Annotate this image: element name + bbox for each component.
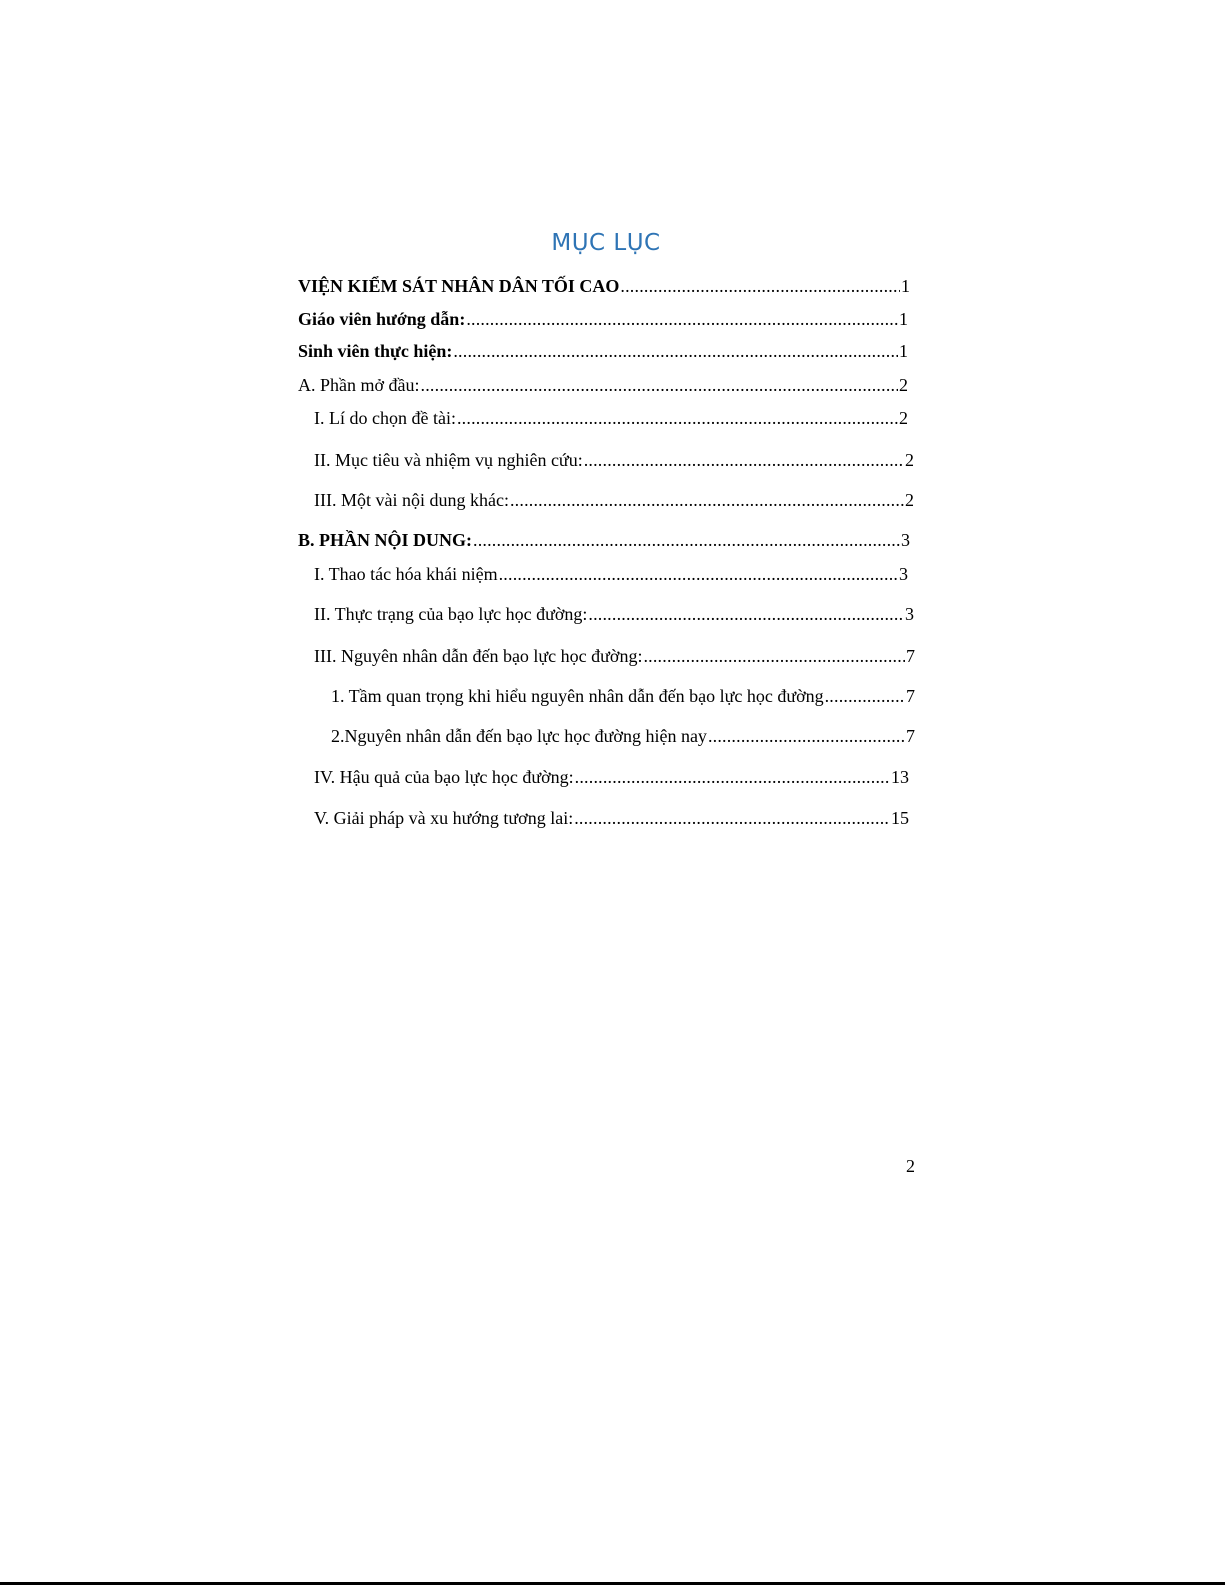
toc-entry-label: I. Thao tác hóa khái niệm bbox=[314, 564, 498, 584]
toc-entry[interactable] bbox=[298, 339, 908, 363]
toc-entry[interactable] bbox=[314, 448, 914, 472]
toc-entry[interactable] bbox=[314, 644, 915, 668]
toc-entry-page: 2 bbox=[899, 408, 908, 428]
toc-leader-dots bbox=[588, 602, 904, 626]
toc-entry-label: Giáo viên hướng dẫn: bbox=[298, 309, 466, 329]
toc-entry-page: 2 bbox=[899, 375, 908, 395]
toc-entry[interactable] bbox=[298, 528, 910, 552]
toc-entry[interactable] bbox=[331, 684, 915, 708]
toc-entry[interactable] bbox=[314, 562, 908, 586]
toc-entry-page: 3 bbox=[901, 530, 910, 550]
toc-leader-dots bbox=[499, 562, 898, 586]
toc-leader-dots bbox=[510, 488, 904, 512]
toc-entry-label: III. Một vài nội dung khác: bbox=[314, 490, 509, 510]
toc-entry[interactable] bbox=[314, 765, 909, 789]
toc-leader-dots bbox=[575, 765, 890, 789]
toc-leader-dots bbox=[457, 406, 898, 430]
toc-entry-label: A. Phần mở đầu: bbox=[298, 375, 420, 395]
toc-entry-page: 1 bbox=[899, 341, 908, 361]
toc-leader-dots bbox=[453, 339, 898, 363]
page-number: 2 bbox=[906, 1156, 915, 1176]
toc-entry-label: Sinh viên thực hiện: bbox=[298, 341, 453, 361]
toc-leader-dots bbox=[421, 373, 898, 397]
toc-entry-page: 7 bbox=[906, 646, 915, 666]
toc-leader-dots bbox=[584, 448, 904, 472]
toc-leader-dots bbox=[620, 274, 900, 298]
toc-entry-page: 1 bbox=[899, 309, 908, 329]
toc-entry-label: 1. Tầm quan trọng khi hiểu nguyên nhân dẫn đến bạo lực học đường bbox=[331, 686, 824, 706]
toc-entry[interactable] bbox=[314, 406, 908, 430]
toc-entry-page: 3 bbox=[899, 564, 908, 584]
toc-entry[interactable] bbox=[314, 602, 914, 626]
toc-leader-dots bbox=[473, 528, 900, 552]
toc-entry-page: 7 bbox=[906, 686, 915, 706]
toc-entry[interactable] bbox=[314, 806, 909, 830]
toc-entry-label: II. Mục tiêu và nhiệm vụ nghiên cứu: bbox=[314, 450, 583, 470]
toc-leader-dots bbox=[825, 684, 905, 708]
toc-entry[interactable] bbox=[298, 274, 910, 298]
toc-entry-label: 2.Nguyên nhân dẫn đến bạo lực học đường hiện nay bbox=[331, 726, 707, 746]
toc-entry-label: B. PHẦN NỘI DUNG: bbox=[298, 530, 472, 550]
toc-entry-label: VIỆN KIỂM SÁT NHÂN DÂN TỐI CAO bbox=[298, 276, 620, 296]
toc-entry-page: 3 bbox=[905, 604, 914, 624]
toc-entry-page: 7 bbox=[906, 726, 915, 746]
toc-entry-page: 2 bbox=[905, 450, 914, 470]
toc-entry[interactable] bbox=[314, 488, 914, 512]
toc-entry-page: 15 bbox=[891, 808, 909, 828]
toc-leader-dots bbox=[466, 307, 898, 331]
toc-title: MỤC LỤC bbox=[551, 230, 661, 256]
toc-entry-label: IV. Hậu quả của bạo lực học đường: bbox=[314, 767, 574, 787]
toc-entry-label: V. Giải pháp và xu hướng tương lai: bbox=[314, 808, 574, 828]
toc-entry-page: 1 bbox=[901, 276, 910, 296]
toc-leader-dots bbox=[643, 644, 905, 668]
toc-entry[interactable] bbox=[298, 373, 908, 397]
toc-entry-page: 2 bbox=[905, 490, 914, 510]
toc-leader-dots bbox=[708, 724, 905, 748]
toc-entry-page: 13 bbox=[891, 767, 909, 787]
toc-entry[interactable] bbox=[298, 307, 908, 331]
toc-entry-label: II. Thực trạng của bạo lực học đường: bbox=[314, 604, 588, 624]
toc-entry-label: III. Nguyên nhân dẫn đến bạo lực học đường: bbox=[314, 646, 643, 666]
toc-leader-dots bbox=[574, 806, 890, 830]
toc-entry[interactable] bbox=[331, 724, 915, 748]
toc-entry-label: I. Lí do chọn đề tài: bbox=[314, 408, 456, 428]
